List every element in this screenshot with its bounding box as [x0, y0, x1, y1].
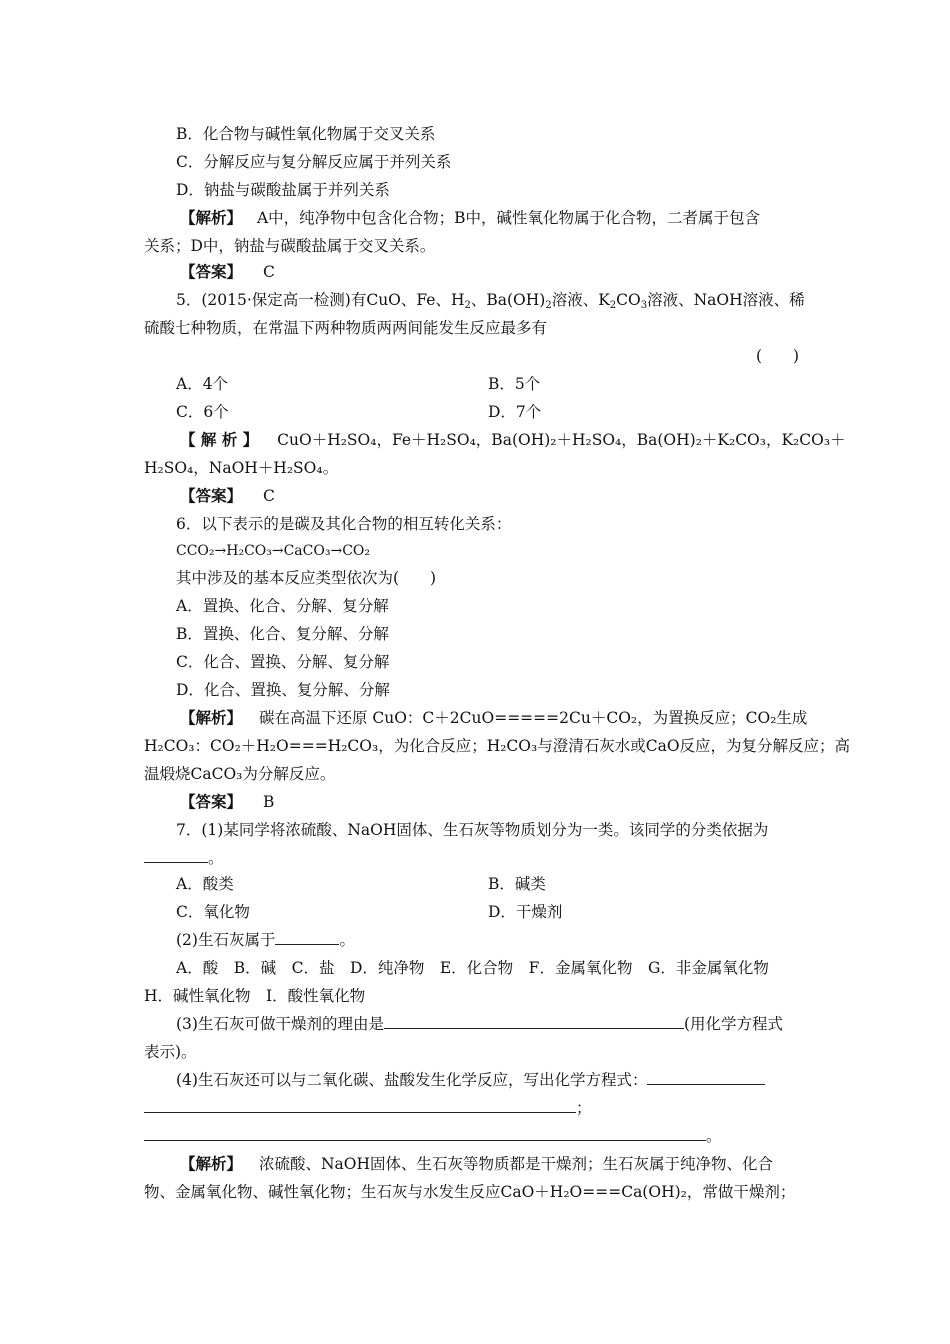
q5-analysis-text-2: H₂SO₄，NaOH＋H₂SO₄。	[144, 459, 339, 477]
q7-semicolon: ；	[576, 1099, 592, 1117]
q6-option-a: A．置换、化合、分解、复分解	[176, 597, 389, 615]
q6-analysis	[180, 708, 807, 728]
q7-part4-line3	[144, 1126, 722, 1146]
q5-answer	[180, 486, 275, 506]
answer-label: 【答案】	[180, 792, 243, 811]
q4-analysis-text-2: 关系；D中，钠盐与碳酸盐属于交叉关系。	[144, 237, 436, 255]
q6-analysis-text-3: 温煅烧CaCO₃为分解反应。	[144, 765, 336, 783]
q5-stem-part3: 溶液、K	[551, 291, 610, 309]
q7-part4	[176, 1070, 765, 1090]
q7-part3-text: (3)生石灰可做干燥剂的理由是	[176, 1015, 384, 1033]
q7-part3-end: (用化学方程式	[683, 1015, 784, 1033]
answer-label: 【答案】	[180, 262, 243, 281]
q5-analysis	[180, 430, 846, 450]
q5-stem-part5: 溶液、NaOH溶液、稀	[647, 291, 805, 309]
analysis-label: 【解析】	[180, 208, 243, 227]
q4-answer-value: C	[262, 263, 275, 281]
q7-option-b: B．碱类	[488, 875, 546, 893]
q6-answer	[180, 792, 274, 812]
q5-stem-line2: 硫酸七种物质，在常温下两种物质两两间能发生反应最多有	[144, 319, 548, 337]
q7-part4-line2	[144, 1098, 592, 1118]
q4-analysis-text-1: A中，纯净物中包含化合物；B中，碱性氧化物属于化合物，二者属于包含	[256, 209, 761, 227]
q7-part2	[176, 930, 355, 950]
q6-stem: 6．以下表示的是碳及其化合物的相互转化关系：	[176, 515, 512, 533]
q5-analysis-text-1: CuO＋H₂SO₄，Fe＋H₂SO₄，Ba(OH)₂＋H₂SO₄，Ba(OH)₂＋K₂CO₃，K₂CO₃＋	[277, 431, 846, 449]
q7-period: 。	[706, 1127, 722, 1145]
q7-analysis-text-1: 浓硫酸、NaOH固体、生石灰等物质都是干燥剂；生石灰属于纯净物、化合	[258, 1155, 773, 1173]
q7-blank-1[interactable]	[144, 848, 208, 863]
q6-answer-value: B	[262, 793, 275, 811]
q5-option-a: A．4个	[176, 375, 229, 393]
q7-blank-3[interactable]	[384, 1014, 684, 1029]
q5-stem-part2: 、Ba(OH)	[470, 291, 546, 309]
q5-stem-part4: CO	[616, 291, 641, 309]
q6-analysis-text-2: H₂CO₃：CO₂＋H₂O===H₂CO₃，为化合反应；H₂CO₃与澄清石灰水或CaO反应，为复分解反应；高	[144, 737, 851, 755]
q7-option-c: C．氧化物	[176, 903, 250, 921]
answer-label: 【答案】	[180, 486, 243, 505]
q7-part4-text: (4)生石灰还可以与二氧化碳、盐酸发生化学反应，写出化学方程式：	[176, 1071, 648, 1089]
q4-answer	[180, 262, 275, 282]
q7-part3-line2: 表示)。	[144, 1043, 197, 1061]
q6-analysis-text-1: 碳在高温下还原 CuO：C＋2CuO=====2Cu＋CO₂，为置换反应；CO₂生成	[258, 709, 808, 727]
q5-analysis-label: 【 解 析 】	[180, 430, 259, 449]
q7-blank-4a[interactable]	[647, 1070, 765, 1085]
analysis-label: 【解析】	[180, 708, 243, 727]
q7-part3	[176, 1014, 783, 1034]
q7-blank1-line	[144, 848, 224, 868]
q6-option-b: B．置换、化合、复分解、分解	[176, 625, 389, 643]
q7-analysis	[180, 1154, 773, 1174]
q5-answer-paren: ( )	[756, 347, 800, 365]
q7-option-a: A．酸类	[176, 875, 234, 893]
q6-reaction-chain: CCO₂→H₂CO₃→CaCO₃→CO₂	[176, 543, 370, 559]
q7-blank-4b[interactable]	[144, 1098, 576, 1113]
q7-stem-end: 。	[208, 849, 224, 867]
q7-part2-end: 。	[339, 931, 355, 949]
q7-analysis-text-2: 物、金属氧化物、碱性氧化物；生石灰与水发生反应CaO＋H₂O===Ca(OH)₂，常做干燥剂；	[144, 1183, 796, 1201]
q7-blank-2[interactable]	[275, 930, 339, 945]
q7-part2-text: (2)生石灰属于	[176, 931, 276, 949]
q5-option-b: B．5个	[488, 375, 541, 393]
q6-question: 其中涉及的基本反应类型依次为( )	[176, 569, 437, 587]
q4-analysis	[180, 208, 760, 228]
q5-option-c: C．6个	[176, 403, 229, 421]
q7-part2-options-1: A．酸 B．碱 C．盐 D．纯净物 E．化合物 F．金属氧化物 G．非金属氧化物	[176, 959, 769, 977]
q7-stem-part1: 7．(1)某同学将浓硫酸、NaOH固体、生石灰等物质划分为一类。该同学的分类依据为	[176, 821, 769, 839]
q4-option-d: D．钠盐与碳酸盐属于并列关系	[176, 181, 390, 199]
q5-stem-line1: 5．(2015·保定高一检测)有CuO、Fe、$H_2$、$Ba(OH)_2$溶液、$K_2CO_3$溶液、NaOH溶液、稀	[176, 291, 805, 311]
q4-option-b: B．化合物与碱性氧化物属于交叉关系	[176, 125, 436, 143]
q7-option-d: D．干燥剂	[488, 903, 563, 921]
q5-option-d: D．7个	[488, 403, 542, 421]
q5-stem-part1: 5．(2015·保定高一检测)有CuO、Fe、H	[176, 291, 465, 309]
q6-option-d: D．化合、置换、复分解、分解	[176, 681, 390, 699]
q6-option-c: C．化合、置换、分解、复分解	[176, 653, 390, 671]
q5-answer-value: C	[262, 487, 275, 505]
q7-blank-4c[interactable]	[144, 1126, 706, 1141]
analysis-label: 【解析】	[180, 1154, 243, 1173]
q4-option-c: C．分解反应与复分解反应属于并列关系	[176, 153, 452, 171]
q7-part2-options-2: H．碱性氧化物 I．酸性氧化物	[144, 987, 366, 1005]
